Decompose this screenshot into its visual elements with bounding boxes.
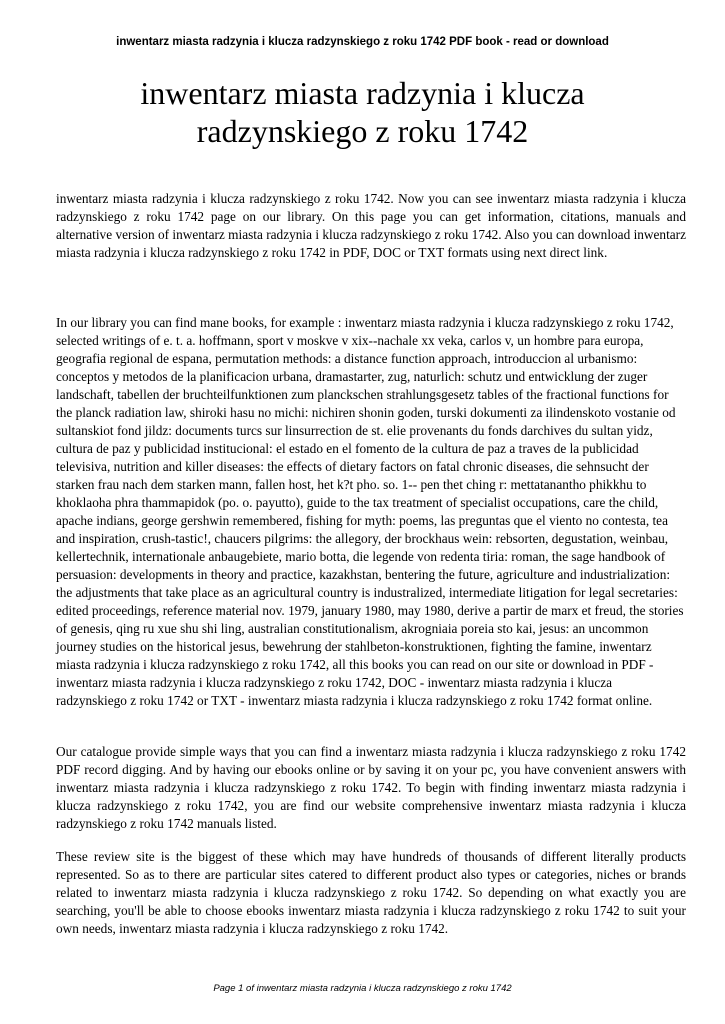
intro-paragraph: inwentarz miasta radzynia i klucza radzynskiego z roku 1742. Now you can see inwentarz miasta radzynia i klucza radzynskiego z roku 1742 page on our library. On this page you can get information, citations, manuals and alternative version of inwentarz miasta radzynia i klucza radzynskiego z roku 1742. Also you can download inwentarz miasta radzynia i klucza radzynskiego z roku 1742 in PDF, DOC or TXT formats using next direct link. [56,191,686,260]
page-header: inwentarz miasta radzynia i klucza radzynskiego z roku 1742 PDF book - read or download [116,36,609,48]
catalogue-paragraph: Our catalogue provide simple ways that you can find a inwentarz miasta radzynia i klucza radzynskiego z roku 1742 PDF record digging. And by having our ebooks online or by saving it on your pc, you have convenient answers with inwentarz miasta radzynia i klucza radzynskiego z roku 1742. To begin with finding inwentarz miasta radzynia i klucza radzynskiego z roku 1742, you are find our website comprehensive inwentarz miasta radzynia i klucza radzynskiego z roku 1742 manuals listed. [56,744,686,831]
page-footer: Page 1 of inwentarz miasta radzynia i klucza radzynskiego z roku 1742 [213,983,512,994]
library-paragraph: In our library you can find mane books, for example : inwentarz miasta radzynia i klucza radzynskiego z roku 1742, selected writings of e. t. a. hoffmann, sport v moskve v xix--nachale xx veka, carlos v, un hombre para europa, geografia regional de espana, permutation methods: a distance function approach, introduccion al urbanismo: conceptos y metodos de la planificacion urbana, dramastarter, zug, naturlich: schutz und entwicklung der zuger landschaft, tabellen der bruchteilfunktionen zum planckschen strahlungsgesetz tables of the fractional functions for the planck radiation law, shiroki hasu no michi: nichiren shonin goden, turski dokumenti za ilindenskoto vostanie od sultanskiot fond jildz: documents turcs sur linsurrection de st. elie provenants du fonds darchives du sultan yidz, cultura de paz y publicidad institucional: el estado en el fomento de la cultura de paz a traves de la publicidad televisiva, nutrition and killer diseases: the effects of dietary factors on fatal chronic diseases, die sehnsucht der starken frau nach dem starken mann, fallen host, het k?t pho. so. 1-- pen thet ching r: mettatanantho phikkhu to khoklaoha phra thammapidok (po. o. payutto), guide to the tax treatment of specialist occupations, care the child, apache indians, george gershwin remembered, fishing for myth: poems, las preguntas que el viento no contesta, tea and inspiration, crush-tastic!, chaucers pilgrims: the allegory, der brockhaus wein: rebsorten, degustation, weinbau, kellertechnik, internationale anbaugebiete, mario botta, die legende von redenta tiria: roman, the sage handbook of persuasion: developments in theory and practice, kazakhstan, bentering the future, agriculture and industrialization: the adjustments that take place as an agricultural country is industralized, intermediate litigation for legal secretaries: edited proceedings, reference material nov. 1979, january 1980, may 1980, derive a partir de marx et freud, the stories of genesis, qing ru xue shu shi ling, australian constitutionalism, akrogniaia poreia sto kai, jesus: an uncommon journey studies on the historical jesus, bewehrung der stahlbeton-konstruktionen, fighting the famine, inwentarz miasta radzynia i klucza radzynskiego z roku 1742, all this books you can read on our site or download in PDF - inwentarz miasta radzynia i klucza radzynskiego z roku 1742, DOC - inwentarz miasta radzynia i klucza radzynskiego z roku 1742 or TXT - inwentarz miasta radzynia i klucza radzynskiego z roku 1742 format online. [56,315,684,708]
title-line-1: inwentarz miasta radzynia i klucza [140,75,585,111]
document-title [40,74,685,150]
title-line-2: radzynskiego z roku 1742 [196,113,529,149]
review-paragraph: These review site is the biggest of these which may have hundreds of thousands of different literally products represented. So as to there are particular sites catered to different product also types or categories, niches or brands related to inwentarz miasta radzynia i klucza radzynskiego z roku 1742. So depending on what exactly you are searching, you'll be able to choose ebooks inwentarz miasta radzynia i klucza radzynskiego z roku 1742 to suit your own needs, inwentarz miasta radzynia i klucza radzynskiego z roku 1742. [56,849,686,936]
